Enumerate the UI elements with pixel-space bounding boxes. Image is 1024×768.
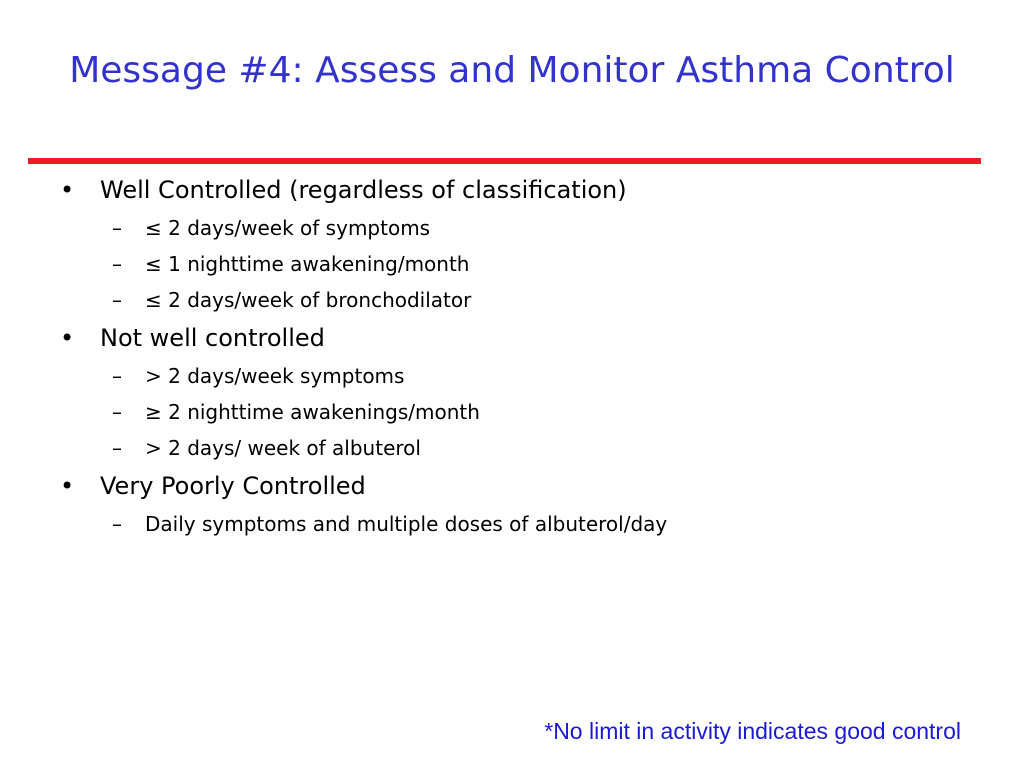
dash-marker: – <box>112 216 122 240</box>
bullet-not-well-controlled <box>0 318 1024 358</box>
dash-marker: – <box>112 436 122 460</box>
dash-marker: – <box>112 512 122 536</box>
sub-bullet-text: ≥ 2 nighttime awakenings/month <box>145 400 480 424</box>
dash-marker: – <box>112 400 122 424</box>
bullet-list <box>0 170 1024 542</box>
sub-bullet <box>0 358 1024 394</box>
bullet-marker: • <box>60 176 75 204</box>
sub-bullet-text: Daily symptoms and multiple doses of albuterol/day <box>145 512 668 536</box>
title-divider <box>28 158 981 164</box>
sub-bullet-text: ≤ 1 nighttime awakening/month <box>145 252 470 276</box>
sub-bullet-text: ≤ 2 days/week of bronchodilator <box>145 288 472 312</box>
sub-bullet <box>0 210 1024 246</box>
bullet-marker: • <box>60 472 75 500</box>
sub-bullet <box>0 506 1024 542</box>
dash-marker: – <box>112 252 122 276</box>
bullet-marker: • <box>60 324 75 352</box>
sub-bullet <box>0 282 1024 318</box>
sub-bullet <box>0 394 1024 430</box>
bullet-very-poorly-controlled <box>0 466 1024 506</box>
dash-marker: – <box>112 364 122 388</box>
footnote: *No limit in activity indicates good control <box>544 718 961 744</box>
sub-bullet <box>0 430 1024 466</box>
bullet-label: Not well controlled <box>100 324 325 352</box>
sub-bullet <box>0 246 1024 282</box>
sub-bullet-text: > 2 days/ week of albuterol <box>145 436 421 460</box>
slide-title: Message #4: Assess and Monitor Asthma Control <box>69 50 955 91</box>
dash-marker: – <box>112 288 122 312</box>
sub-bullet-text: ≤ 2 days/week of symptoms <box>145 216 431 240</box>
sub-bullet-text: > 2 days/week symptoms <box>145 364 405 388</box>
bullet-label: Very Poorly Controlled <box>100 472 366 500</box>
bullet-well-controlled <box>0 170 1024 210</box>
bullet-label: Well Controlled (regardless of classification) <box>100 176 627 204</box>
